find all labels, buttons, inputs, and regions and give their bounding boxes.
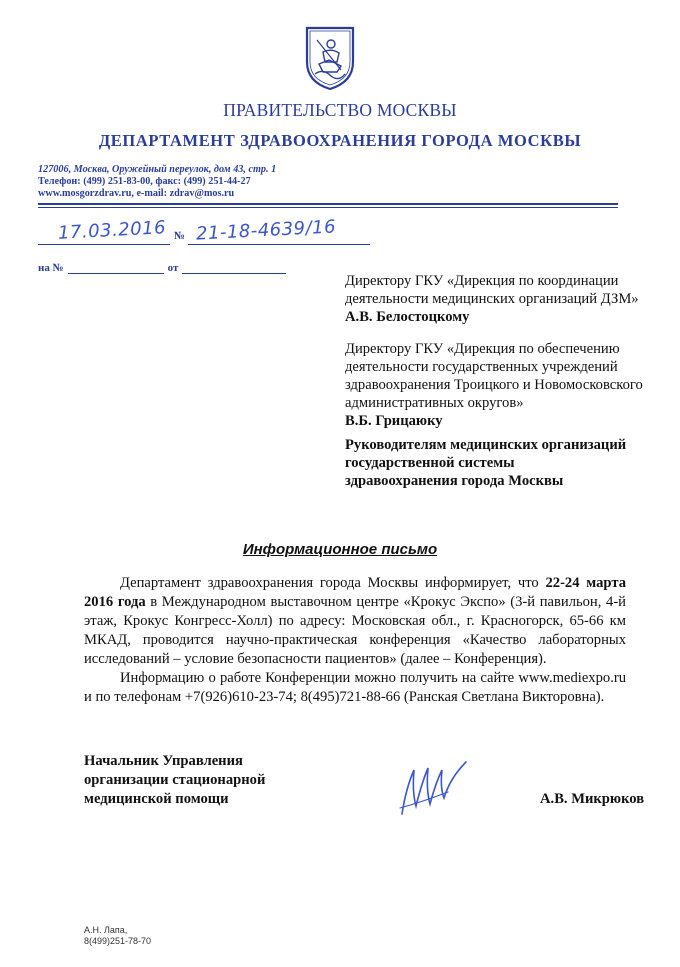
paragraph-text: в Международном выставочном центре «Крокус Экспо» (3-й павильон, 4-й этаж, Крокус Конгресс-Холл) по адресу: Московская обл., г. Красногорск, 65-66 км МКАД, проводится научно-практическая конференция «Качество лабораторных исследований – условие безопасности пациентов» (далее – Конференция). bbox=[84, 594, 626, 667]
letter-body bbox=[84, 574, 626, 707]
addressee-line: здравоохранения города Москвы bbox=[345, 473, 564, 489]
paragraph-2: Информацию о работе Конференции можно получить на сайте www.mediexpo.ru и по телефонам +7(926)610-23-74; 8(495)721-88-66 (Ранская Светлана Викторовна). bbox=[84, 670, 626, 705]
department-web: www.mosgorzdrav.ru, e-mail: zdrav@mos.ru bbox=[38, 188, 235, 199]
header-divider-thin bbox=[38, 207, 618, 208]
addressee-line: деятельности медицинских организаций ДЗМ» bbox=[345, 291, 639, 307]
addressee-line: административных округов» bbox=[345, 395, 524, 411]
paragraph-text: Департамент здравоохранения города Москвы информирует, что bbox=[120, 575, 546, 591]
moscow-coat-of-arms-icon bbox=[301, 22, 359, 92]
department-phone: Телефон: (499) 251-83-00, факс: (499) 251-44-27 bbox=[38, 176, 251, 187]
department-name: ДЕПАРТАМЕНТ ЗДРАВООХРАНЕНИЯ ГОРОДА МОСКВЫ bbox=[98, 131, 582, 150]
executor-info bbox=[84, 925, 151, 947]
ref-number-blank bbox=[68, 263, 164, 274]
ref-date-blank bbox=[182, 263, 286, 274]
addressee-line: здравоохранения Троицкого и Новомосковского bbox=[345, 377, 643, 393]
addressee-second bbox=[345, 340, 643, 430]
event-dates: 22-24 марта 2016 года bbox=[84, 575, 626, 610]
addressee-line: государственной системы bbox=[345, 455, 515, 471]
registration-date: 17.03.2016 bbox=[57, 217, 167, 244]
signer-position bbox=[84, 752, 265, 809]
ref-from-label: от bbox=[167, 262, 179, 274]
position-line: Начальник Управления bbox=[84, 753, 243, 769]
number-underline bbox=[188, 244, 370, 245]
addressee-name: В.Б. Грицаюку bbox=[345, 413, 443, 429]
addressee-line: Директору ГКУ «Дирекция по обеспечению bbox=[345, 341, 620, 357]
registration-number: 21-18-4639/16 bbox=[195, 216, 337, 245]
position-line: организации стационарной bbox=[84, 772, 266, 788]
ref-number-label: на № bbox=[38, 262, 64, 274]
paragraph-1 bbox=[84, 574, 626, 669]
header-divider-thick bbox=[38, 203, 618, 205]
department-contacts bbox=[38, 164, 276, 200]
department-address: 127006, Москва, Оружейный переулок, дом 43, стр. 1 bbox=[38, 164, 277, 175]
executor-name: А.Н. Лапа, bbox=[84, 925, 128, 935]
addressee-name: А.В. Белостоцкому bbox=[345, 309, 470, 325]
signer-name: А.В. Микрюков bbox=[540, 791, 645, 807]
number-sign: № bbox=[174, 230, 186, 242]
government-name: ПРАВИТЕЛЬСТВО МОСКВЫ bbox=[223, 100, 457, 120]
addressee-third bbox=[345, 436, 626, 490]
position-line: медицинской помощи bbox=[84, 791, 229, 807]
addressee-first bbox=[345, 272, 639, 326]
addressee-line: Директору ГКУ «Дирекция по координации bbox=[345, 273, 619, 289]
handwritten-signature-icon bbox=[392, 748, 472, 820]
addressee-line: деятельности государственных учреждений bbox=[345, 359, 618, 375]
date-underline bbox=[38, 244, 170, 245]
reference-line bbox=[38, 262, 286, 274]
executor-phone: 8(499)251-78-70 bbox=[84, 936, 152, 946]
addressee-line: Руководителям медицинских организаций bbox=[345, 437, 627, 453]
letter-title: Информационное письмо bbox=[242, 541, 438, 558]
